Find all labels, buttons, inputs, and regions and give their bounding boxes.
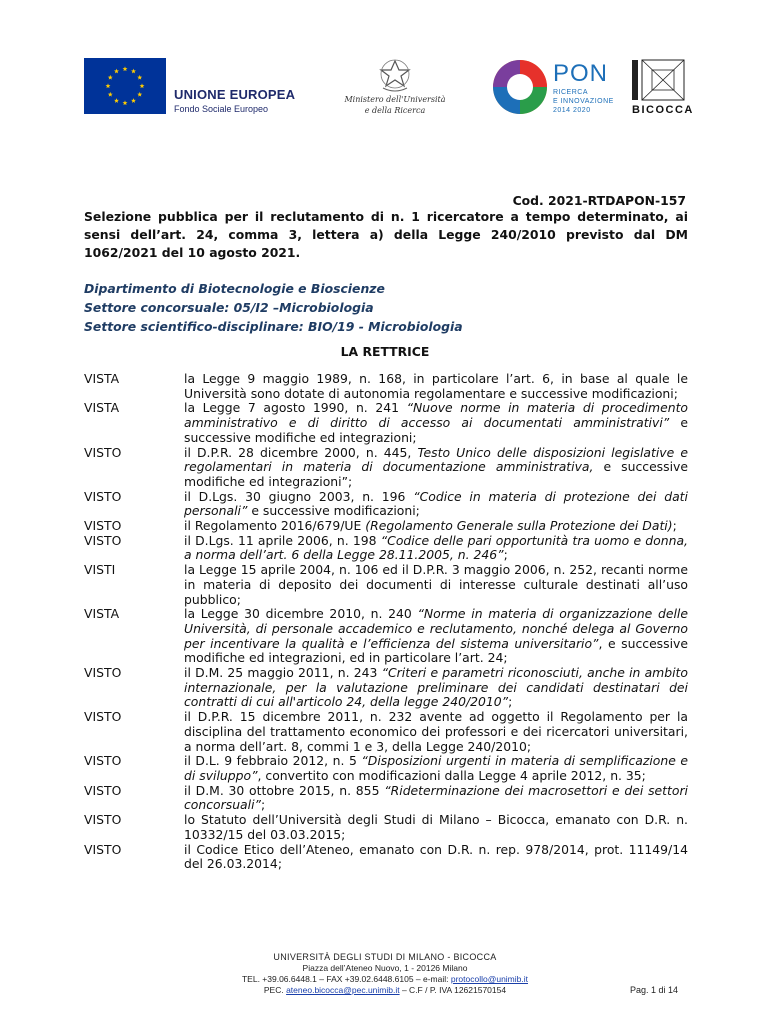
premise-keyword: VISTO [84, 444, 122, 460]
premise-keyword: VISTO [84, 532, 122, 548]
footer-cf: – C.F / P. IVA 12621570154 [399, 985, 507, 995]
footer-pec-link[interactable]: ateneo.bicocca@pec.unimib.it [286, 985, 400, 995]
premise-row [84, 490, 688, 519]
premise-keyword: VISTO [84, 709, 122, 725]
premise-keyword: VISTA [84, 371, 120, 386]
premise-text: il D.P.R. 15 dicembre 2011, n. 232 avente ad oggetto il Regolamento per la disciplina del trattamento economico dei professori e dei ricercatori universitari, a norma dell’art. 8, commi 1 e 3, della Legge 240/2010; [184, 709, 688, 754]
premise-keyword: VISTO [84, 782, 122, 798]
premise-text-it: “Norme in materia di organizzazione delle Università, di personale accademico e reclutamento, nonché delega al Governo per incentivare la qualità e l’efficienza del sistema universitario” [184, 606, 689, 651]
premise-row [84, 607, 688, 666]
premise-text-post: ; [503, 547, 508, 563]
premise-row [84, 372, 688, 401]
premise-text-post: ; [260, 797, 266, 813]
premise-keyword: VISTO [84, 665, 122, 681]
eu-logo [84, 58, 296, 114]
premise-text-it: Testo Unico delle disposizioni legislative e regolamentari in materia di documentazione amministrativa, [184, 444, 688, 475]
premise-keyword: VISTO [84, 518, 122, 534]
premise-text [184, 401, 688, 445]
premise-text-pre: la Legge 7 agosto 1990, n. 241 [184, 400, 407, 416]
premise-text-pre: il D.P.R. 28 dicembre 2000, n. 445, [184, 444, 418, 460]
premise-text-post: ; [672, 518, 677, 534]
premise-text: la Legge 15 aprile 2004, n. 106 ed il D.P.R. 3 maggio 2006, n. 252, recanti norme in materia di deposito dei documenti di interesse culturale destinati all’uso pubblico; [184, 562, 688, 607]
ministry-logo [335, 58, 455, 120]
premise-keyword: VISTA [84, 400, 120, 416]
premise-text-pre: il Regolamento 2016/679/UE [184, 518, 366, 534]
premise-text-it: “Rideterminazione dei macrosettori e dei settori concorsuali” [184, 782, 688, 813]
premise-keyword: VISTI [84, 562, 116, 578]
premises-list [84, 372, 688, 872]
premise-text [184, 490, 688, 519]
premise-keyword: VISTO [84, 812, 122, 828]
premise-text [184, 607, 688, 666]
premise-keyword: VISTO [84, 753, 122, 769]
premise-text-post: e successive modificazioni; [247, 503, 420, 519]
page-number: Pag. 1 di 14 [630, 985, 679, 995]
premise-row [84, 534, 688, 563]
premise-text-it: “Codice delle pari opportunità tra uomo e donna, a norma dell’art. 6 della Legge 28.11.2005, n. 246” [184, 532, 688, 563]
premise-text-it: (Regolamento Generale sulla Protezione dei Dati) [365, 518, 673, 534]
premise-row [84, 666, 688, 710]
department-name: Dipartimento di Biotecnologie e Bioscienze [84, 281, 385, 296]
premise-row [84, 813, 688, 842]
eu-name: UNIONE EUROPEA [174, 87, 296, 102]
pon-sub-3: 2014 2020 [553, 107, 591, 114]
premise-row [84, 784, 688, 813]
premise-text-post: , convertito con modificazioni dalla Legge 4 aprile 2012, n. 35; [257, 767, 646, 783]
premise-keyword: VISTA [84, 606, 120, 622]
premise-row [84, 446, 688, 490]
premise-text-it: “Nuove norme in materia di procedimento amministrativo e di diritto di accesso ai documentati amministrativi” [184, 400, 689, 431]
premise-row [84, 563, 688, 607]
premise-keyword: VISTO [84, 488, 122, 504]
premise-text: la Legge 9 maggio 1989, n. 168, in particolare l’art. 6, in base al quale le Università sono dotate di autonomia regolamentare e successive modificazioni; [184, 371, 688, 401]
pon-sub-1: RICERCA [553, 89, 589, 96]
premise-keyword: VISTO [84, 841, 122, 857]
eu-fund: Fondo Sociale Europeo [174, 104, 269, 114]
eu-flag-icon [84, 58, 166, 114]
premise-row [84, 519, 688, 534]
premise-text-it: “Criteri e parametri riconosciuti, anche in ambito internazionale, per la valutazione preliminare dei candidati destinatari dei contratti di cui all'articolo 24, della legge 240/2010” [184, 665, 688, 710]
premise-text [184, 534, 688, 563]
premise-text-pre: il D.M. 25 maggio 2011, n. 243 [184, 665, 382, 681]
premise-text-pre: il D.Lgs. 30 giugno 2003, n. 196 [184, 488, 414, 504]
pon-logo [491, 58, 619, 116]
footer-email-link[interactable]: protocollo@unimib.it [450, 974, 528, 984]
pon-title: PON [553, 60, 609, 87]
premise-text-it: “Disposizioni urgenti in materia di semplificazione e di sviluppo” [184, 753, 689, 783]
bicocca-mark-icon [632, 58, 686, 102]
document-title: Selezione pubblica per il reclutamento di n. 1 ricercatore a tempo determinato, ai sensi dell’art. 24, comma 3, lettera a) della Legge 240/2010 previsto dal DM 1062/2021 del 10 agosto 2021. [84, 209, 688, 260]
premise-text [184, 446, 688, 490]
premise-row [84, 401, 688, 445]
premise-text-it: “Codice in materia di protezione dei dati personali” [184, 488, 688, 519]
premise-text-post: e successive modifiche ed integrazioni; [184, 415, 688, 445]
premise-row [84, 843, 688, 872]
section-heading: LA RETTRICE [340, 344, 430, 359]
premise-text-pre: la Legge 30 dicembre 2010, n. 240 [184, 606, 418, 622]
premise-text-pre: il D.L. 9 febbraio 2012, n. 5 [184, 753, 362, 769]
department-block [84, 279, 688, 336]
footer-contacts [0, 974, 770, 985]
premise-text: lo Statuto dell’Università degli Studi di Milano – Bicocca, emanato con D.R. n. 10332/15 del 03.03.2015; [184, 812, 688, 842]
ministry-name [335, 94, 455, 116]
italian-emblem-icon [377, 58, 413, 92]
premise-text-pre: il D.Lgs. 11 aprile 2006, n. 198 [184, 532, 381, 548]
settore-concorsuale: Settore concorsuale: 05/I2 –Microbiologia [84, 300, 374, 315]
pon-sub-2: E INNOVAZIONE [553, 98, 614, 105]
premise-row [84, 710, 688, 754]
premise-text [184, 784, 688, 813]
pon-circle-icon [491, 58, 549, 116]
footer-address: Piazza dell’Ateneo Nuovo, 1 - 20126 Milano [302, 963, 468, 973]
premise-text [184, 666, 688, 710]
document-code: Cod. 2021-RTDAPON-157 [512, 193, 686, 208]
premise-text [184, 519, 688, 534]
footer-tel: TEL. +39.06.6448.1 – FAX +39.02.6448.6105 – e-mail: [241, 974, 451, 984]
premise-text-pre: il D.M. 30 ottobre 2015, n. 855 [184, 782, 385, 798]
premise-text-post: , e successive modifiche ed integrazioni, ed in particolare l’art. 24; [184, 635, 688, 666]
settore-scientifico: Settore scientifico-disciplinare: BIO/19 - Microbiologia [84, 319, 463, 334]
premise-text: il Codice Etico dell’Ateneo, emanato con D.R. n. rep. 978/2014, prot. 11149/14 del 26.03.2014; [184, 841, 688, 872]
premise-text-post: e successive modifiche ed integrazioni”; [184, 459, 688, 489]
bicocca-name: BICOCCA [632, 104, 694, 116]
footer-pec-prefix: PEC. [263, 985, 287, 995]
bicocca-logo [628, 58, 694, 118]
ministry-line-1: Ministero dell'Università [344, 95, 446, 104]
premise-text-post: ; [508, 694, 513, 710]
footer-university: UNIVERSITÀ DEGLI STUDI DI MILANO - BICOCCA [273, 952, 497, 962]
premise-text [184, 754, 688, 783]
ministry-line-2: e della Ricerca [364, 106, 426, 115]
premise-row [84, 754, 688, 783]
pon-subtitle [553, 88, 614, 115]
